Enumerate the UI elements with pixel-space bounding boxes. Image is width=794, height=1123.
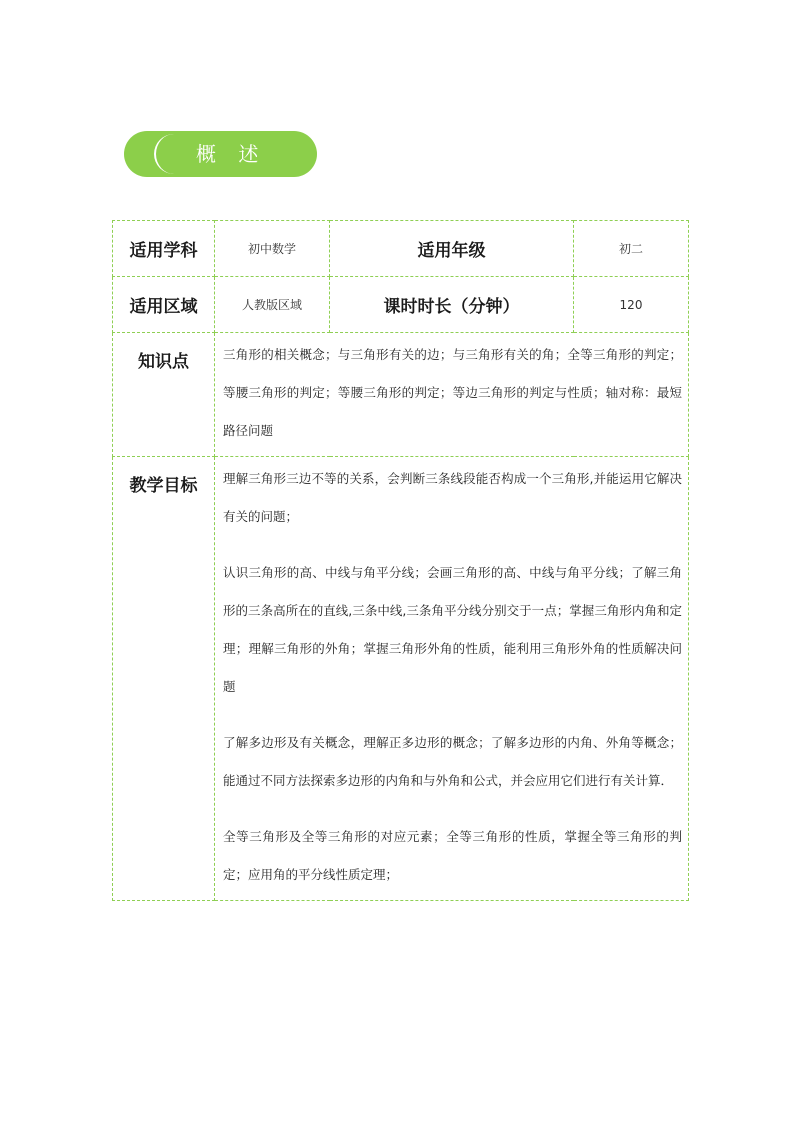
objectives-label: 教学目标 [113, 457, 215, 901]
region-value: 人教版区域 [215, 277, 330, 333]
region-label: 适用区域 [113, 277, 215, 333]
duration-label: 课时时长（分钟） [330, 277, 574, 333]
knowledge-label: 知识点 [113, 333, 215, 457]
knowledge-text: 三角形的相关概念；与三角形有关的边；与三角形有关的角；全等三角形的判定；等腰三角形的判定；等腰三角形的判定；等边三角形的判定与性质；轴对称：最短路径问题 [215, 333, 689, 457]
duration-value: 120 [574, 277, 689, 333]
table-row [113, 277, 689, 333]
table-row [113, 333, 689, 457]
subject-label: 适用学科 [113, 221, 215, 277]
table-row [113, 457, 689, 901]
objective-paragraph: 全等三角形及全等三角形的对应元素；全等三角形的性质，掌握全等三角形的判定；应用角的平分线性质定理； [223, 829, 682, 882]
header-arc-decoration [154, 134, 194, 174]
objective-paragraph: 认识三角形的高、中线与角平分线；会画三角形的高、中线与角平分线；了解三角形的三条高所在的直线,三条中线,三条角平分线分别交于一点；掌握三角形内角和定理；理解三角形的外角；掌握三角形外角的性质，能利用三角形外角的性质解决问题 [223, 565, 682, 694]
table-row [113, 221, 689, 277]
section-title: 概 述 [196, 142, 267, 166]
objective-paragraph: 了解多边形及有关概念，理解正多边形的概念；了解多边形的内角、外角等概念；能通过不同方法探索多边形的内角和与外角和公式，并会应用它们进行有关计算． [223, 735, 682, 788]
section-header-pill [124, 131, 317, 177]
objectives-cell [215, 457, 689, 901]
course-info-table [112, 220, 689, 901]
subject-value: 初中数学 [215, 221, 330, 277]
objective-paragraph: 理解三角形三边不等的关系，会判断三条线段能否构成一个三角形,并能运用它解决有关的问题； [223, 471, 682, 524]
grade-label: 适用年级 [330, 221, 574, 277]
grade-value: 初二 [574, 221, 689, 277]
